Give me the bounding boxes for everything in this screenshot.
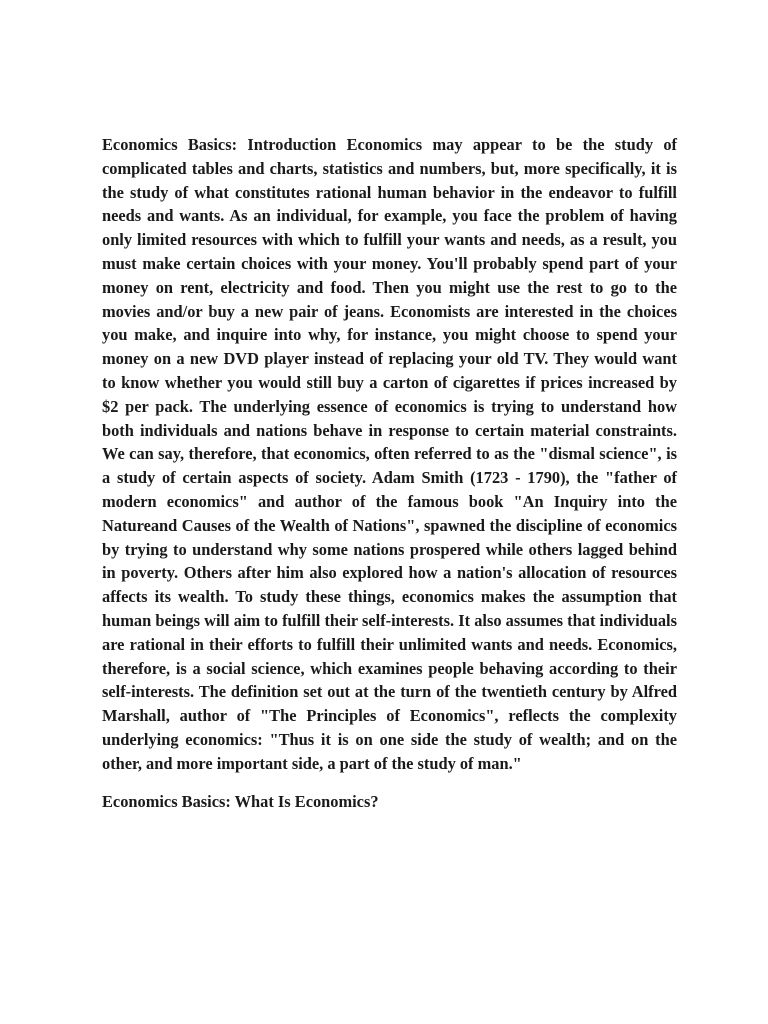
section-heading: Economics Basics: What Is Economics? — [102, 791, 379, 811]
document-page — [102, 133, 677, 813]
body-paragraph: Economics Basics: Introduction Economics may appear to be the study of complicated tables and charts, statistics and numbers, but, more specifically, it is the study of what constitutes rational human behavior in the endeavor to fulfill needs and wants. As an individual, for example, you face the problem of having only limited resources with which to fulfill your wants and needs, as a result, you must make certain choices with your money. You'll probably spend part of your money on rent, electricity and food. Then you might use the rest to go to the movies and/or buy a new pair of jeans. Economists are interested in the choices you make, and inquire into why, for instance, you might choose to spend your money on a new DVD player instead of replacing your old TV. They would want to know whether you would still buy a carton of cigarettes if prices increased by $2 per pack. The underlying essence of economics is trying to understand how both individuals and nations behave in response to certain material constraints. We can say, therefore, that economics, often referred to as the "dismal science", is a study of certain aspects of society. Adam Smith (1723 - 1790), the "father of modern economics" and author of the famous book "An Inquiry into the Natureand Causes of the Wealth of Nations", spawned the discipline of economics by trying to understand why some nations prospered while others lagged behind in poverty. Others after him also explored how a nation's allocation of resources affects its wealth. To study these things, economics makes the assumption that human beings will aim to fulfill their self-interests. It also assumes that individuals are rational in their efforts to fulfill their unlimited wants and needs. Economics, therefore, is a social science, which examines people behaving according to their self-interests. The definition set out at the turn of the twentieth century by Alfred Marshall, author of "The Principles of Economics", reflects the complexity underlying economics: "Thus it is on one side the study of wealth; and on the other, and more important side, a part of the study of man." — [102, 135, 677, 773]
